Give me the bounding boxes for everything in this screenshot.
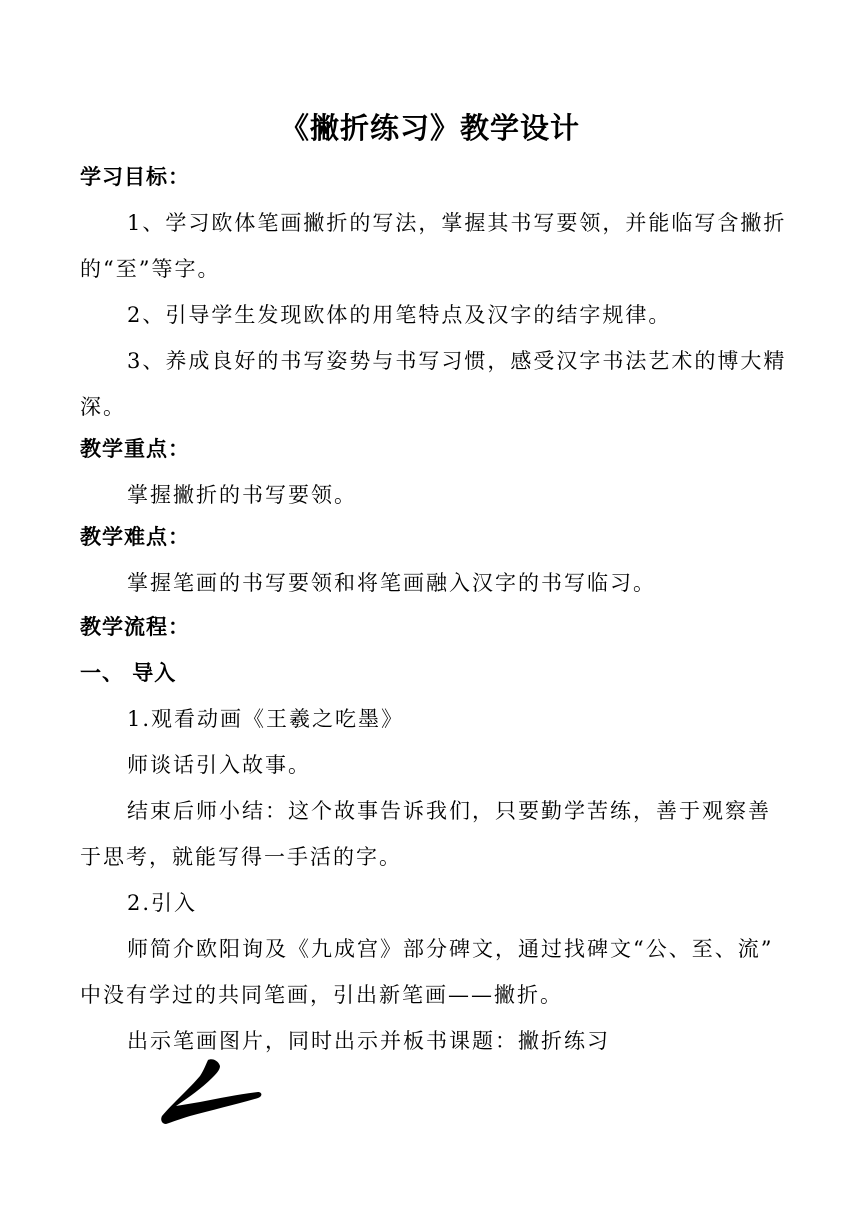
key-point-heading: 教学重点： [80, 437, 190, 461]
goals-heading: 学习目标： [80, 165, 190, 189]
document-title: 《撇折练习》教学设计 [279, 111, 580, 145]
process-intro-line-1: 师简介欧阳询及《九成宫》部分碑文，通过找碑文“公、至、流” [127, 937, 774, 961]
difficulty-heading: 教学难点： [80, 525, 190, 549]
difficulty-text: 掌握笔画的书写要领和将笔画融入汉字的书写临习。 [127, 571, 656, 595]
goal-item-1-line-2: 的“至”等字。 [80, 257, 221, 281]
process-heading: 教学流程： [80, 615, 190, 639]
process-intro-line-2: 中没有学过的共同笔画，引出新笔画——撇折。 [80, 983, 563, 1007]
process-summary-line-1: 结束后师小结：这个故事告诉我们，只要勤学苦练，善于观察善 [127, 799, 771, 823]
goal-item-3-line-2: 深。 [80, 395, 126, 419]
brush-stroke-piezhe-icon [150, 1052, 265, 1127]
process-step-1-2: 2.引入 [127, 891, 198, 915]
key-point-text: 掌握撇折的书写要领。 [127, 483, 357, 507]
process-step-1-1: 1.观看动画《王羲之吃墨》 [127, 707, 405, 731]
process-step-1-heading: 一、 导入 [80, 661, 177, 685]
process-show-line: 出示笔画图片，同时出示并板书课题：撇折练习 [127, 1029, 610, 1053]
goal-item-2: 2、引导学生发现欧体的用笔特点及汉字的结字规律。 [127, 303, 672, 327]
goal-item-3-line-1: 3、养成良好的书写姿势与书写习惯，感受汉字书法艺术的博大精 [127, 349, 787, 373]
goal-item-1-line-1: 1、学习欧体笔画撇折的写法，掌握其书写要领，并能临写含撇折 [127, 211, 787, 235]
process-summary-line-2: 于思考，就能写得一手活的字。 [80, 845, 402, 869]
process-step-1-1-detail: 师谈话引入故事。 [127, 753, 311, 777]
